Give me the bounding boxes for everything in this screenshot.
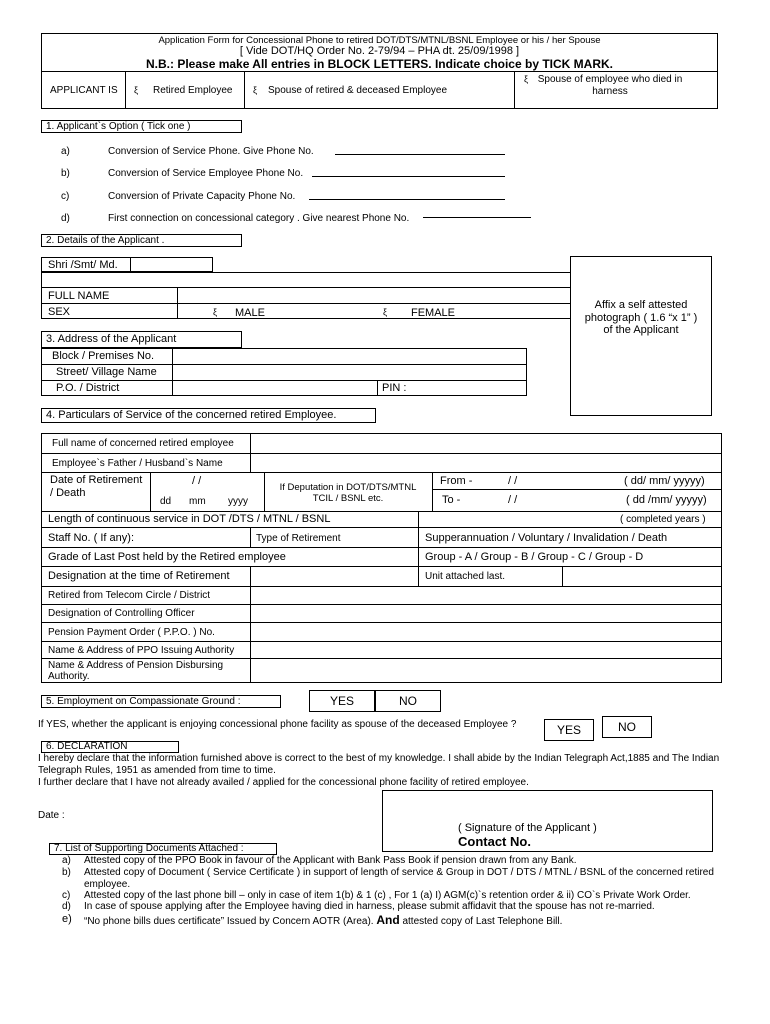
applicant-is-label: APPLICANT IS [50, 85, 118, 96]
date-label: Date : [38, 810, 65, 821]
length-service-label: Length of continuous service in DOT /DTS / MTNL / BSNL [48, 513, 331, 525]
option-b-phone-line[interactable] [312, 176, 505, 177]
doc-b-key: b) [62, 867, 71, 878]
section-5-title: 5. Employment on Compassionate Ground : [41, 695, 281, 708]
doc-d-text: In case of spouse applying after the Employee having died in harness, please submit affidavit that the spouse has not re-married. [84, 901, 655, 912]
photo-instruction: Affix a self attested photograph ( 1.6 “x 1” ) of the Applicant [584, 299, 698, 336]
father-husband-label: Employee`s Father / Husband`s Name [52, 458, 223, 469]
section-6-title: 6. DECLARATION [41, 741, 179, 753]
contact-number-label[interactable]: Contact No. [458, 834, 531, 849]
signature-box[interactable] [382, 790, 713, 852]
full-name-label: FULL NAME [48, 290, 110, 302]
po-label: P.O. / District [56, 382, 120, 394]
declaration-text: I hereby declare that the information furnished above is correct to the best of my knowledge. I shall abide by the Indian Telegraph Act,1885 and The Indian Telegraph Rules, 1951 as amended from time to time. [38, 753, 720, 776]
doc-d-key: d) [62, 901, 71, 912]
shri-smt-label: Shri /Smt/ Md. [48, 259, 118, 271]
to-label: To - [442, 494, 461, 506]
doc-e-text-2: attested copy of Last Telephone Bill. [402, 916, 563, 927]
pension-authority-label: Name & Address of Pension Disbursing Authority. [48, 660, 224, 682]
option-a-phone-line[interactable] [335, 154, 505, 155]
unit-attached-label: Unit attached last. [425, 571, 506, 582]
yyyy-label: yyyy [228, 496, 248, 507]
form-title: Application Form for Concessional Phone to retired DOT/DTS/MTNL/BSNL Employee or his / her Spouse [158, 35, 601, 46]
doc-e-and: And [376, 913, 400, 927]
spouse-question: If YES, whether the applicant is enjoying concessional phone facility as spouse of the deceased Employee ? [38, 719, 517, 730]
doc-c-key: c) [62, 890, 71, 901]
section-2-title: 2. Details of the Applicant . [41, 234, 242, 247]
checkbox-spouse-retired[interactable]: ξ [253, 85, 258, 95]
date-retirement-label: Date of Retirement / Death [50, 474, 143, 499]
signature-label: ( Signature of the Applicant ) [458, 822, 597, 834]
option-spouse-retired: Spouse of retired & deceased Employee [268, 85, 447, 96]
mm-label: mm [189, 496, 206, 507]
block-input[interactable] [173, 349, 526, 363]
section-4-title: 4. Particulars of Service of the concerned retired Employee. [41, 408, 376, 423]
sex-label: SEX [48, 306, 71, 318]
section-3-title: 3. Address of the Applicant [41, 331, 242, 348]
option-d-phone-line[interactable] [423, 217, 531, 218]
block-label: Block / Premises No. [52, 350, 155, 362]
checkbox-female[interactable]: ξ [383, 307, 388, 317]
retired-full-name-label: Full name of concerned retired employee [52, 438, 234, 449]
doc-a-text: Attested copy of the PPO Book in favour of the Applicant with Bank Pass Book if pension drawn from any Bank. [84, 855, 577, 866]
father-husband-input[interactable] [251, 454, 721, 471]
full-name-input[interactable] [178, 288, 570, 302]
pin-label: PIN : [382, 382, 407, 394]
female-label: FEMALE [411, 307, 456, 319]
option-c-phone-line[interactable] [309, 199, 505, 200]
spouse-no-button[interactable]: NO [602, 716, 652, 738]
street-label: Street/ Village Name [56, 366, 157, 378]
doc-a-key: a) [62, 855, 71, 866]
controlling-officer-label: Designation of Controlling Officer [48, 608, 195, 619]
type-retirement-label: Type of Retirement [256, 533, 341, 544]
street-input[interactable] [173, 365, 526, 379]
doc-e-key: e) [62, 913, 72, 925]
compassionate-yes-button[interactable]: YES [309, 690, 375, 712]
checkbox-spouse-harness[interactable]: ξ [524, 74, 529, 84]
staff-no-label: Staff No. ( If any): [48, 532, 134, 544]
date-retirement-slashes[interactable]: / / [192, 475, 202, 487]
grade-label: Grade of Last Post held by the Retired employee [48, 551, 286, 563]
option-c-label: Conversion of Private Capacity Phone No. [108, 191, 296, 202]
male-label: MALE [235, 307, 265, 319]
order-reference: [ Vide DOT/HQ Order No. 2-79/94 – PHA dt. 25/09/1998 ] [239, 45, 520, 57]
deputation-label: If Deputation in DOT/DTS/MTNL TCIL / BSNL etc. [279, 482, 417, 504]
doc-e-text-1: “No phone bills dues certificate” Issued by Concern AOTR (Area). [84, 916, 374, 927]
option-c-key: c) [61, 191, 70, 202]
from-label: From - [440, 475, 473, 487]
completed-years-label: ( completed years ) [620, 514, 706, 525]
doc-c-text: Attested copy of the last phone bill – only in case of item 1(b) & 1 (c) , For 1 (a) I) AGM(c)`s retention order & ii) CO`s Private Work Order. [84, 890, 691, 901]
option-spouse-harness: Spouse of employee who died in harness [537, 74, 683, 97]
checkbox-male[interactable]: ξ [213, 307, 218, 317]
telecom-circle-label: Retired from Telecom Circle / District [48, 590, 211, 601]
compassionate-no-button[interactable]: NO [375, 690, 441, 712]
option-d-label: First connection on concessional category . Give nearest Phone No. [108, 213, 410, 224]
doc-b-text: Attested copy of Document ( Service Certificate ) in support of length of service & Group in DOT / DTS / MTNL / BSNL of the concerned retired employee. [84, 867, 714, 890]
option-b-key: b) [61, 168, 70, 179]
to-slashes[interactable]: / / [508, 494, 518, 506]
section-7-title: 7. List of Supporting Documents Attached : [49, 843, 277, 855]
ppo-authority-label: Name & Address of PPO Issuing Authority [48, 645, 235, 656]
checkbox-retired-employee[interactable]: ξ [134, 85, 139, 95]
from-format: ( dd/ mm/ yyyyy) [624, 475, 705, 487]
retired-full-name-input[interactable] [251, 434, 721, 452]
option-retired-employee: Retired Employee [153, 85, 233, 96]
doc-e-text [84, 913, 744, 927]
option-d-key: d) [61, 213, 70, 224]
declaration-text-2: I further declare that I have not already availed / applied for the concessional phone facility of retired employee. [38, 777, 529, 788]
from-slashes[interactable]: / / [508, 475, 518, 487]
section-1-title: 1. Applicant`s Option ( Tick one ) [41, 120, 242, 133]
option-a-label: Conversion of Service Phone. Give Phone No. [108, 146, 314, 157]
ppo-number-label: Pension Payment Order ( P.P.O. ) No. [48, 627, 215, 638]
nb-instruction: N.B.: Please make All entries in BLOCK LETTERS. Indicate choice by TICK MARK. [146, 57, 613, 71]
dd-label: dd [160, 496, 172, 507]
spouse-yes-button[interactable]: YES [544, 719, 594, 741]
po-input[interactable] [173, 381, 376, 395]
option-a-key: a) [61, 146, 70, 157]
group-options[interactable]: Group - A / Group - B / Group - C / Group - D [425, 551, 644, 563]
designation-label: Designation at the time of Retirement [48, 570, 230, 582]
to-format: ( dd /mm/ yyyyy) [626, 494, 707, 506]
type-retirement-options[interactable]: Supperannuation / Voluntary / Invalidation / Death [425, 532, 668, 544]
option-b-label: Conversion of Service Employee Phone No. [108, 168, 304, 179]
